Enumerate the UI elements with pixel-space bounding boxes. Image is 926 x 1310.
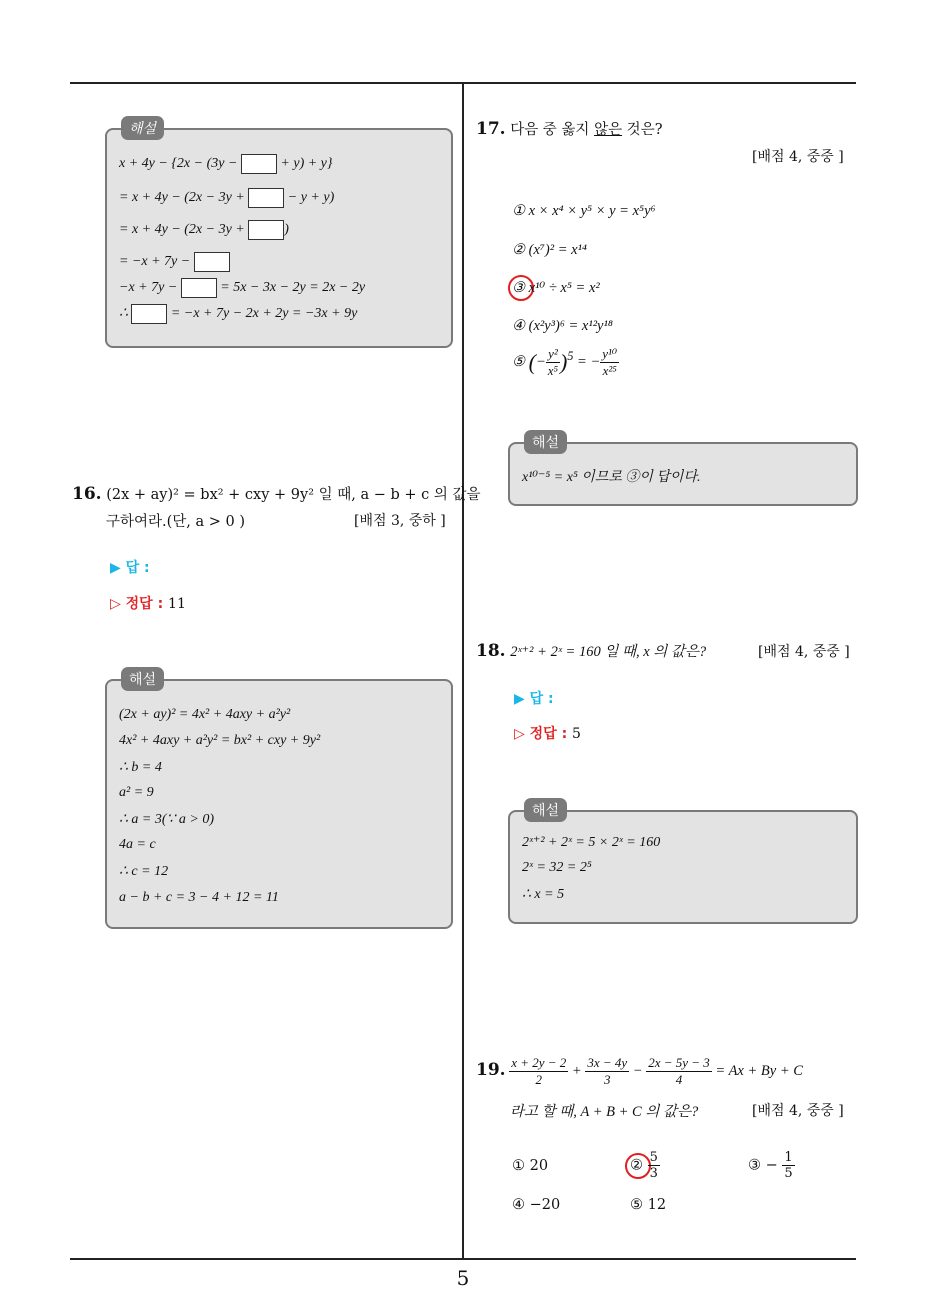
q18-answer-label: ▶ 답 : xyxy=(514,691,554,707)
column-divider xyxy=(462,83,464,1259)
q19-option-2[interactable]: ② $\frac{5}{3}$ xyxy=(630,1150,658,1181)
page-number: 5 xyxy=(456,1266,470,1290)
q16-line-1 xyxy=(72,483,481,504)
solution-box-q17 xyxy=(508,435,858,506)
q18-points: [배점 4, 중중 ] xyxy=(758,644,850,660)
q19-line-2: 라고 할 때, A + B + C 의 값은? xyxy=(510,1104,699,1120)
sol15-line-4: = −x + 7y − xyxy=(119,252,230,272)
blank-box xyxy=(181,278,217,298)
q17-points: [배점 4, 중중 ] xyxy=(752,149,844,165)
question-number: 18. xyxy=(476,641,506,661)
sol16-line-6: 4a = c xyxy=(119,837,156,852)
sol17-line-1: x¹⁰⁻⁵ = x⁵ 이므로 ③이 답이다. xyxy=(522,470,701,485)
q17-option-3[interactable]: ③ x¹⁰ ÷ x⁵ = x² xyxy=(512,280,600,296)
solution-tag: 해설 xyxy=(524,430,567,454)
q19-line-1: 19. $\frac{x + 2y - 2}{2}$ + $\frac{3x - 4y}{3}$ − $\frac{2x - 5y - 3}{4}$ = Ax + By + C xyxy=(476,1055,803,1087)
solution-tag: 해설 xyxy=(524,798,567,822)
sol18-line-2: 2ˣ = 32 = 2⁵ xyxy=(522,860,592,875)
q18-correct-answer: ▷ 정답 : 5 xyxy=(514,726,581,742)
question-number: 17. xyxy=(476,119,506,139)
question-text: (2x + ay)² = bx² + cxy + 9y² 일 때, a − b + c 의 값을 xyxy=(106,487,481,503)
sol16-line-3: ∴ b = 4 xyxy=(119,760,162,775)
sol15-line-3: = x + 4y − (2x − 3y + ) xyxy=(119,220,289,240)
bottom-rule xyxy=(70,1258,856,1260)
solution-box-q18 xyxy=(508,803,858,924)
q17-option-2[interactable]: ② (x⁷)² = x¹⁴ xyxy=(512,242,587,258)
sol15-line-2: = x + 4y − (2x − 3y + − y + y) xyxy=(119,188,334,208)
sol18-line-1: 2ˣ⁺² + 2ˣ = 5 × 2ˣ = 160 xyxy=(522,835,661,850)
q16-points: [배점 3, 중하 ] xyxy=(354,513,446,529)
sol16-line-8: a − b + c = 3 − 4 + 12 = 11 xyxy=(119,890,279,905)
q17-option-4[interactable]: ④ (x²y³)⁶ = x¹²y¹⁸ xyxy=(512,318,613,334)
q17-option-1[interactable]: ① x × x⁴ × y⁵ × y = x⁵y⁶ xyxy=(512,203,656,219)
q16-line-2: 구하여라.(단, a > 0 ) xyxy=(106,514,246,530)
question-number: 16. xyxy=(72,484,102,504)
blank-box xyxy=(248,188,284,208)
q19-points: [배점 4, 중중 ] xyxy=(752,1103,844,1119)
q16-correct-answer: ▷ 정답 : 11 xyxy=(110,596,186,612)
sol16-line-2: 4x² + 4axy + a²y² = bx² + cxy + 9y² xyxy=(119,733,321,748)
q19-option-4[interactable]: ④ −20 xyxy=(512,1197,561,1213)
q19-option-1[interactable]: ① 20 xyxy=(512,1158,549,1174)
solution-box-q15 xyxy=(105,121,453,348)
solution-tag: 해설 xyxy=(121,116,164,140)
blank-box xyxy=(248,220,284,240)
sol15-line-5: −x + 7y − = 5x − 3x − 2y = 2x − 2y xyxy=(119,278,365,298)
question-number: 19. xyxy=(476,1059,506,1080)
sol18-line-3: ∴ x = 5 xyxy=(522,887,565,902)
sol16-line-5: ∴ a = 3(∵ a > 0) xyxy=(119,812,215,827)
blank-box xyxy=(194,252,230,272)
sol15-line-6: ∴ = −x + 7y − 2x + 2y = −3x + 9y xyxy=(119,304,357,324)
q19-option-5[interactable]: ⑤ 12 xyxy=(630,1197,667,1213)
q17-line-1: 17. 다음 중 옳지 않은 것은? xyxy=(476,119,663,139)
q16-answer-label: ▶ 답 : xyxy=(110,560,150,576)
q18-line-1: 18. 2ˣ⁺² + 2ˣ = 160 일 때, x 의 값은? xyxy=(476,641,707,661)
q17-option-5[interactable]: ⑤ (− $\frac{\text{y²}}{\text{x⁵}}$ )$^5$ = − $\frac{\text{y¹⁰}}{\text{x²⁵}}$ xyxy=(512,346,618,378)
blank-box xyxy=(241,154,277,174)
solution-tag: 해설 xyxy=(121,667,164,691)
q19-option-3[interactable]: ③ − $\frac{1}{5}$ xyxy=(748,1150,793,1181)
sol15-line-1: x + 4y − {2x − (3y − + y) + y} xyxy=(119,154,333,174)
sol16-line-4: a² = 9 xyxy=(119,785,154,800)
blank-box xyxy=(131,304,167,324)
sol16-line-7: ∴ c = 12 xyxy=(119,864,169,879)
solution-box-q16 xyxy=(105,672,453,929)
sol16-line-1: (2x + ay)² = 4x² + 4axy + a²y² xyxy=(119,707,291,722)
